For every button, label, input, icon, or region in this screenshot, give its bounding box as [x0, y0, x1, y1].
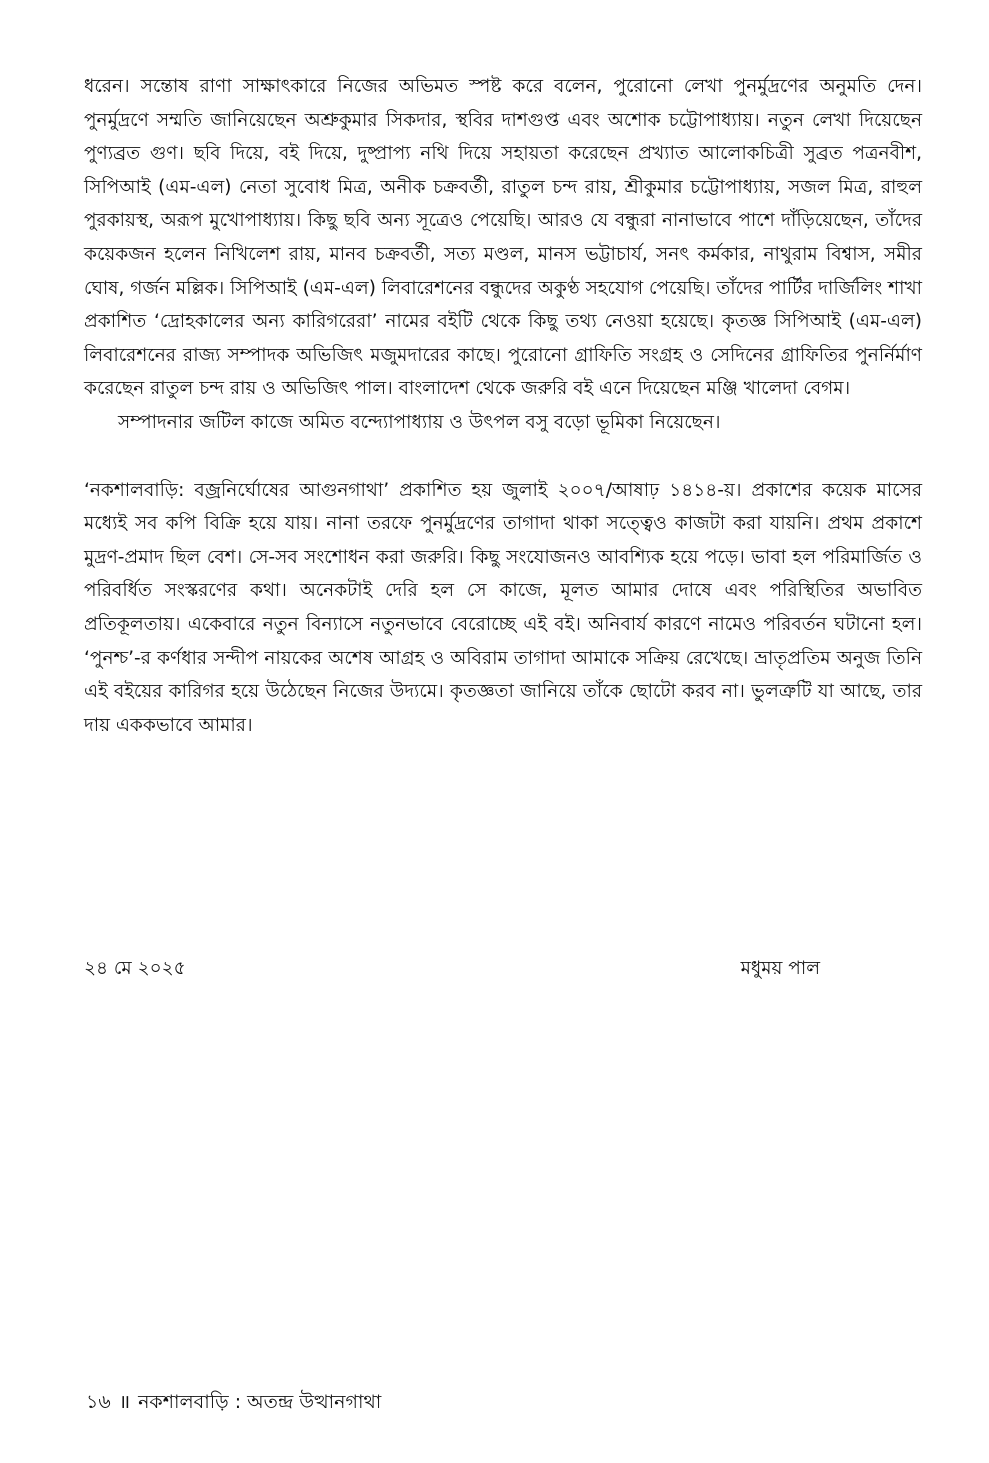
edition-history-paragraph: ‘নকশালবাড়ি: বজ্রনির্ঘোষের আগুনগাথা’ প্রকাশিত হয় জুলাই ২০০৭/আষাঢ় ১৪১৪-য়। প্রকাশের কয়েক মাসের মধ্যেই সব কপি বিক্রি হয়ে যায়। নানা তরফে পুনর্মুদ্রণের তাগাদা থাকা সত্ত্বেও কাজটা করা যায়নি। প্রথম প্রকাশে মুদ্রণ-প্রমাদ ছিল বেশ। সে-সব সংশোধন করা জরুরি। কিছু সংযোজনও আবশ্যিক হয়ে পড়ে। ভাবা হল পরিমার্জিত ও পরিবর্ধিত সংস্করণের কথা। অনেকটাই দেরি হল সে কাজে, মূলত আমার দোষে এবং পরিস্থিতির অভাবিত প্রতিকূলতায়। একেবারে নতুন বিন্যাসে নতুনভাবে বেরোচ্ছে এই বই। অনিবার্য কারণে নামেও পরিবর্তন ঘটানো হল। ‘পুনশ্চ’-র কর্ণধার সন্দীপ নায়কের অশেষ আগ্রহ ও অবিরাম তাগাদা আমাকে সক্রিয় রেখেছে। ভ্রাতৃপ্রতিম অনুজ তিনি এই বইয়ের কারিগর হয়ে উঠেছেন নিজের উদ্যমে। কৃতজ্ঞতা জানিয়ে তাঁকে ছোটো করব না। ভুলত্রুটি যা আছে, তার দায় এককভাবে আমার। — [84, 479, 922, 736]
signature-date: ২৪ মে ২০২৫ — [84, 958, 186, 979]
page-number: ১৬ — [86, 1391, 111, 1413]
acknowledgement-paragraph: ধরেন। সন্তোষ রাণা সাক্ষাৎকারে নিজের অভিমত স্পষ্ট করে বলেন, পুরোনো লেখা পুনর্মুদ্রণের অনুমতি দেন। পুনর্মুদ্রণে সম্মতি জানিয়েছেন অশ্রুকুমার সিকদার, স্থবির দাশগুপ্ত এবং অশোক চট্টোপাধ্যায়। নতুন লেখা দিয়েছেন পুণ্যব্রত গুণ। ছবি দিয়ে, বই দিয়ে, দুষ্প্রাপ্য নথি দিয়ে সহায়তা করেছেন প্রখ্যাত আলোকচিত্রী সুব্রত পত্রনবীশ, সিপিআই (এম-এল) নেতা সুবোধ মিত্র, অনীক চক্রবর্তী, রাতুল চন্দ রায়, শ্রীকুমার চট্টোপাধ্যায়, সজল মিত্র, রাহুল পুরকায়স্থ, অরূপ মুখোপাধ্যায়। কিছু ছবি অন্য সূত্রেও পেয়েছি। আরও যে বন্ধুরা নানাভাবে পাশে দাঁড়িয়েছেন, তাঁদের কয়েকজন হলেন নিখিলেশ রায়, মানব চক্রবর্তী, সত্য মণ্ডল, মানস ভট্টাচার্য, সনৎ কর্মকার, নাথুরাম বিশ্বাস, সমীর ঘোষ, গর্জন মল্লিক। সিপিআই (এম-এল) লিবারেশনের বন্ধুদের অকুণ্ঠ সহযোগ পেয়েছি। তাঁদের পার্টির দার্জিলিং শাখা প্রকাশিত ‘দ্রোহকালের অন্য কারিগরেরা’ নামের বইটি থেকে কিছু তথ্য নেওয়া হয়েছে। কৃতজ্ঞ সিপিআই (এম-এল) লিবারেশনের রাজ্য সম্পাদক অভিজিৎ মজুমদারের কাছে। পুরোনো গ্রাফিতি সংগ্রহ ও সেদিনের গ্রাফিতির পুনর্নির্মাণ করেছেন রাতুল চন্দ রায় ও অভিজিৎ পাল। বাংলাদেশ থেকে জরুরি বই এনে দিয়েছেন মঞ্জি খালেদা বেগম। — [84, 76, 922, 400]
signature-author: মধুময় পাল — [740, 958, 820, 979]
signature-row — [84, 953, 820, 985]
footer-separator: ॥ — [118, 1391, 131, 1413]
section-gap — [84, 440, 922, 474]
page-footer — [86, 1386, 381, 1418]
running-title: নকশালবাড়ি : অতন্দ্র উত্থানগাথা — [138, 1391, 382, 1413]
page-body — [84, 70, 922, 742]
editing-credit-paragraph: সম্পাদনার জটিল কাজে অমিত বন্দ্যোপাধ্যায় ও উৎপল বসু বড়ো ভূমিকা নিয়েছেন। — [118, 411, 721, 433]
